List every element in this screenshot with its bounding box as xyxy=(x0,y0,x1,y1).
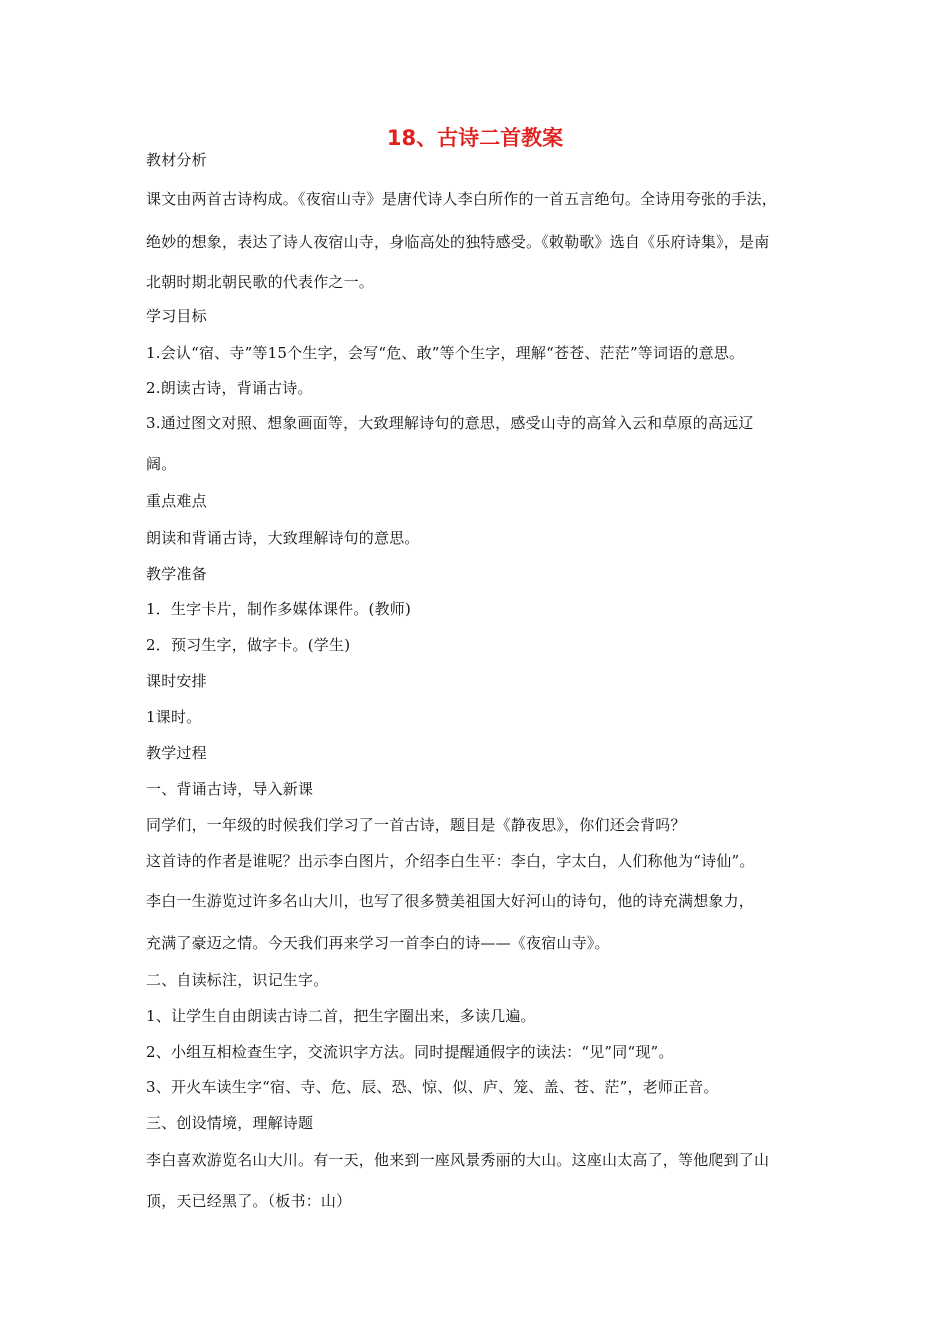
list-item: 2．预习生字，做字卡。(学生) xyxy=(146,636,351,654)
list-item-continuation: 阔。 xyxy=(146,455,177,473)
section-heading-process: 教学过程 xyxy=(146,744,207,762)
section-heading-textbook-analysis: 教材分析 xyxy=(146,151,207,169)
subsection-heading: 二、自读标注，识记生字。 xyxy=(146,971,329,989)
list-item: 1、让学生自由朗读古诗二首，把生字圈出来，多读几遍。 xyxy=(146,1007,536,1025)
paragraph-line: 绝妙的想象，表达了诗人夜宿山寺，身临高处的独特感受。《敕勒歌》选自《乐府诗集》，是南 xyxy=(146,233,770,251)
section-heading-schedule: 课时安排 xyxy=(146,672,207,690)
section-heading-preparation: 教学准备 xyxy=(146,565,207,583)
paragraph-line: 1课时。 xyxy=(146,708,202,726)
paragraph-line: 朗读和背诵古诗，大致理解诗句的意思。 xyxy=(146,529,420,547)
paragraph-line: 这首诗的作者是谁呢？出示李白图片，介绍李白生平：李白，字太白，人们称他为“诗仙”。 xyxy=(146,852,755,870)
list-item: 2、小组互相检查生字，交流识字方法。同时提醒通假字的读法：“见”同“现”。 xyxy=(146,1043,674,1061)
paragraph-line: 同学们，一年级的时候我们学习了一首古诗，题目是《静夜思》，你们还会背吗？ xyxy=(146,816,686,834)
subsection-heading: 三、创设情境，理解诗题 xyxy=(146,1114,314,1132)
paragraph-line: 课文由两首古诗构成。《夜宿山寺》是唐代诗人李白所作的一首五言绝句。全诗用夸张的手法， xyxy=(146,190,777,208)
list-item: 3.通过图文对照、想象画面等，大致理解诗句的意思，感受山寺的高耸入云和草原的高远辽 xyxy=(146,414,754,432)
paragraph-line: 李白喜欢游览名山大川。有一天，他来到一座风景秀丽的大山。这座山太高了，等他爬到了山 xyxy=(146,1151,770,1169)
document-title: 18、古诗二首教案 xyxy=(386,126,564,150)
paragraph-line: 充满了豪迈之情。今天我们再来学习一首李白的诗——《夜宿山寺》。 xyxy=(146,934,610,952)
list-item: 3、开火车读生字“宿、寺、危、辰、恐、惊、似、庐、笼、盖、苍、茫”，老师正音。 xyxy=(146,1078,719,1096)
paragraph-line: 顶，天已经黑了。（板书：山） xyxy=(146,1192,352,1210)
paragraph-line: 李白一生游览过许多名山大川，也写了很多赞美祖国大好河山的诗句，他的诗充满想象力， xyxy=(146,892,755,910)
section-heading-learning-goals: 学习目标 xyxy=(146,307,207,325)
list-item: 2.朗读古诗，背诵古诗。 xyxy=(146,379,313,397)
section-heading-key-points: 重点难点 xyxy=(146,492,207,510)
paragraph-line: 北朝时期北朝民歌的代表作之一。 xyxy=(146,273,375,291)
list-item: 1．生字卡片，制作多媒体课件。(教师) xyxy=(146,600,412,618)
subsection-heading: 一、背诵古诗，导入新课 xyxy=(146,780,314,798)
list-item: 1.会认“宿、寺”等15个生字，会写“危、敢”等个生字，理解“苍苍、茫茫”等词语的意思。 xyxy=(146,344,745,362)
